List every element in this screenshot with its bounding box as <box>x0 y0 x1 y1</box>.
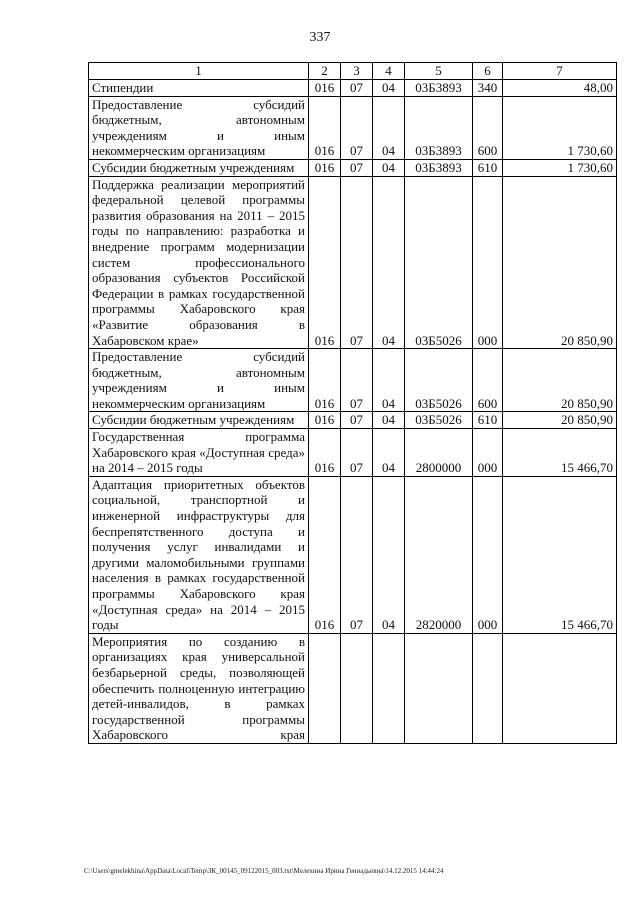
row-code-subsection: 04 <box>373 159 405 176</box>
row-amount: 48,00 <box>503 80 617 97</box>
row-code-target: 03Б3893 <box>405 159 473 176</box>
table-row <box>89 476 617 633</box>
row-code-section: 07 <box>341 176 373 349</box>
row-code-type: 610 <box>473 412 503 429</box>
header-cell: 1 <box>89 63 309 80</box>
row-description: Поддержка реализации мероприятий федеральной целевой программы развития образования на 2011 – 2015 годы по направлению: разработка и внедрение программ модернизации систем профессионального образования субъектов Российской Федерации в рамках государственной программы Хабаровского края «Развитие образования в Хабаровском крае» <box>89 176 309 349</box>
table-row <box>89 429 617 477</box>
row-code-section: 07 <box>341 80 373 97</box>
row-code-admin: 016 <box>309 476 341 633</box>
header-cell: 2 <box>309 63 341 80</box>
row-code-subsection: 04 <box>373 429 405 477</box>
row-code-subsection: 04 <box>373 96 405 159</box>
row-code-type: 000 <box>473 476 503 633</box>
row-code-subsection: 04 <box>373 476 405 633</box>
header-cell: 3 <box>341 63 373 80</box>
table-row <box>89 80 617 97</box>
row-description: Предоставление субсидий бюджетным, автономным учреждениям и иным некоммерческим организациям <box>89 96 309 159</box>
row-description: Субсидии бюджетным учреждениям <box>89 159 309 176</box>
row-amount: 20 850,90 <box>503 412 617 429</box>
row-amount: 15 466,70 <box>503 429 617 477</box>
row-code-type: 600 <box>473 349 503 412</box>
row-code-subsection: 04 <box>373 349 405 412</box>
row-code-admin: 016 <box>309 412 341 429</box>
row-amount: 1 730,60 <box>503 96 617 159</box>
header-cell: 7 <box>503 63 617 80</box>
row-code-target: 03Б5026 <box>405 349 473 412</box>
row-description: Субсидии бюджетным учреждениям <box>89 412 309 429</box>
table-header-row <box>89 63 617 80</box>
row-code-subsection: 04 <box>373 176 405 349</box>
row-amount: 20 850,90 <box>503 176 617 349</box>
table-row <box>89 349 617 412</box>
row-code-section: 07 <box>341 159 373 176</box>
row-description: Предоставление субсидий бюджетным, автономным учреждениям и иным некоммерческим организациям <box>89 349 309 412</box>
row-code-admin: 016 <box>309 349 341 412</box>
row-code-admin: 016 <box>309 159 341 176</box>
footer-file-path: C:\Users\gmelekhina\AppData\Local\Temp\ЗК_00145_09122015_003.txt\Мелехина Ирина Геннадьевна\14.12.2015 14:44:24 <box>84 867 444 875</box>
row-amount: 15 466,70 <box>503 476 617 633</box>
row-amount: 1 730,60 <box>503 159 617 176</box>
row-code-section: 07 <box>341 412 373 429</box>
row-code-target: 03Б3893 <box>405 80 473 97</box>
row-code-type: 610 <box>473 159 503 176</box>
table-row <box>89 176 617 349</box>
row-code-section: 07 <box>341 429 373 477</box>
row-code-subsection: 04 <box>373 412 405 429</box>
row-code-admin: 016 <box>309 429 341 477</box>
table-row <box>89 159 617 176</box>
row-code-type: 000 <box>473 176 503 349</box>
table-row <box>89 412 617 429</box>
row-code-type: 340 <box>473 80 503 97</box>
row-code-type: 000 <box>473 429 503 477</box>
row-description: Мероприятия по созданию в организациях края универсальной безбарьерной среды, позволяющей обеспечить полноценную интеграцию детей-инвалидов, в рамках государственной программы Хабаровского края <box>89 633 309 743</box>
row-description: Адаптация приоритетных объектов социальной, транспортной и инженерной инфраструктуры для беспрепятственного доступа и получения услуг инвалидами и другими маломобильными группами населения в рамках государственной программы Хабаровского края «Доступная среда» на 2014 – 2015 годы <box>89 476 309 633</box>
row-code-admin <box>309 633 341 743</box>
row-code-type <box>473 633 503 743</box>
budget-table <box>88 62 617 744</box>
row-code-target: 2800000 <box>405 429 473 477</box>
row-amount: 20 850,90 <box>503 349 617 412</box>
page-number: 337 <box>309 30 331 45</box>
table-row <box>89 633 617 743</box>
row-code-subsection: 04 <box>373 80 405 97</box>
row-code-section: 07 <box>341 476 373 633</box>
row-description: Стипендии <box>89 80 309 97</box>
table-row <box>89 96 617 159</box>
header-cell: 4 <box>373 63 405 80</box>
row-code-section: 07 <box>341 96 373 159</box>
header-cell: 6 <box>473 63 503 80</box>
row-code-admin: 016 <box>309 176 341 349</box>
row-code-type: 600 <box>473 96 503 159</box>
row-code-target: 03Б5026 <box>405 176 473 349</box>
row-code-target: 03Б3893 <box>405 96 473 159</box>
row-code-target: 2820000 <box>405 476 473 633</box>
row-code-target: 03Б5026 <box>405 412 473 429</box>
row-code-subsection <box>373 633 405 743</box>
row-code-admin: 016 <box>309 96 341 159</box>
row-code-section: 07 <box>341 349 373 412</box>
row-code-admin: 016 <box>309 80 341 97</box>
header-cell: 5 <box>405 63 473 80</box>
row-code-section <box>341 633 373 743</box>
row-description: Государственная программа Хабаровского края «Доступная среда» на 2014 – 2015 годы <box>89 429 309 477</box>
row-amount <box>503 633 617 743</box>
row-code-target <box>405 633 473 743</box>
